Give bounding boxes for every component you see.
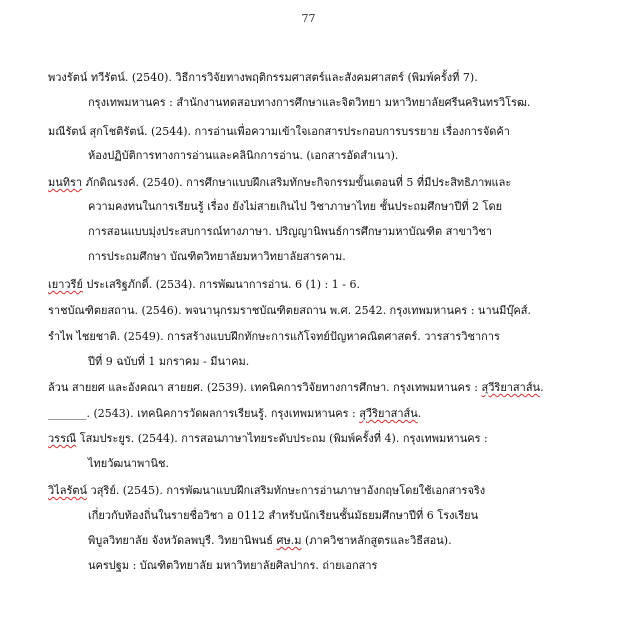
- reference-text: ประเสริฐภักดิ์. (2534). การพัฒนาการอ่าน. 6 (1) : 1 - 6.: [82, 278, 360, 291]
- reference-line: [48, 381, 544, 395]
- reference-text: _______. (2543). เทคนิคการวัดผลการเรียนรู้. กรุงเทพมหานคร :: [48, 407, 360, 420]
- reference-text: ราชบัณฑิตยสถาน. (2546). พจนานุกรมราชบัณฑิตยสถาน พ.ศ. 2542. กรุงเทพมหานคร : นานมีบุ๊คส์.: [48, 304, 531, 317]
- reference-author-flagged: มนทิรา: [48, 176, 83, 189]
- reference-publisher-flagged: สุวีริยาสาส์น: [359, 407, 418, 420]
- reference-text: กรุงเทพมหานคร : สำนักงานทดสอบทางการศึกษาและจิตวิทยา มหาวิทยาลัยศรีนครินทรวิโรฒ.: [88, 96, 531, 109]
- reference-text: ภักดิณรงค์. (2540). การศึกษาแบบฝึกเสริมทักษะกิจกรรมขั้นเตอนที่ 5 ที่มีประสิทธิภาพและ: [82, 176, 512, 189]
- reference-text: ความคงทนในการเรียนรู้ เรื่อง ยังไม่สายเกินไป วิชาภาษาไทย ชั้นประถมศึกษาปีที่ 2 โดย: [88, 200, 503, 213]
- reference-line: [88, 534, 452, 548]
- reference-line: [88, 149, 398, 163]
- reference-text: วสุริย์. (2545). การพัฒนาแบบฝึกเสริมทักษะการอ่านภาษาอังกฤษโดยใช้เอกสารจริง: [87, 484, 486, 497]
- reference-entry: [48, 378, 596, 404]
- reference-line: [88, 250, 346, 264]
- reference-text: ไทยวัฒนาพานิช.: [88, 457, 169, 470]
- reference-text: โสมประยูร. (2544). การสอนภาษาไทยระดับประถม (พิมพ์ครั้งที่ 4). กรุงเทพมหานคร :: [76, 432, 488, 445]
- reference-line: [48, 407, 421, 421]
- reference-text: .: [540, 381, 544, 394]
- reference-line: [48, 304, 531, 318]
- reference-entry: [48, 120, 596, 172]
- reference-line: [88, 96, 530, 110]
- reference-entry: [48, 429, 596, 481]
- reference-publisher-flagged: สุวีริยาสาส์น: [481, 381, 541, 394]
- reference-author-flagged: เยาวรีย์: [48, 278, 83, 291]
- reference-line: [88, 225, 492, 239]
- reference-text: ล้วน สายยศ และอังคณา สายยศ. (2539). เทคนิคการวิจัยทางการศึกษา. กรุงเทพมหานคร :: [48, 381, 482, 394]
- reference-text: ปีที่ 9 ฉบับที่ 1 มกราคม - มีนาคม.: [88, 355, 250, 368]
- reference-entry: [48, 481, 596, 583]
- reference-text: นครปฐม : บัณฑิตวิทยาลัย มหาวิทยาลัยศิลปากร. ถ่ายเอกสาร: [88, 559, 378, 572]
- reference-line: [48, 176, 511, 190]
- page-number: 77: [301, 12, 316, 25]
- reference-entry: [48, 66, 596, 120]
- reference-degree-flagged: ศษ.ม: [276, 534, 302, 547]
- reference-entry: [48, 275, 596, 301]
- reference-line: [48, 278, 360, 292]
- reference-text: รำไพ ไชยชาติ. (2549). การสร้างแบบฝึกทักษะการแก้โจทย์ปัญหาคณิตศาสตร์. วารสารวิชาการ: [48, 330, 500, 343]
- reference-line: [88, 355, 249, 369]
- reference-text: การสอนแบบมุ่งประสบการณ์ทางภาษา. ปริญญานิพนธ์การศึกษามหาบัณฑิต สาขาวิชา: [88, 225, 493, 238]
- reference-line: [48, 432, 488, 446]
- reference-entry: [48, 404, 596, 429]
- reference-line: [48, 71, 478, 85]
- reference-text: ห้องปฏิบัติการทางการอ่านและคลินิกการอ่าน. (เอกสารอัดสำเนา).: [88, 149, 399, 162]
- reference-author-flagged: วรรณี: [48, 432, 77, 445]
- reference-text: มณีรัตน์ สุกโชติรัตน์. (2544). การอ่านเพื่อความเข้าใจเอกสารประกอบการบรรยาย เรื่องการจัดค้า: [48, 125, 510, 138]
- reference-line: [88, 457, 169, 471]
- reference-line: [48, 330, 500, 344]
- reference-line: [48, 484, 485, 498]
- reference-line: [88, 200, 502, 214]
- reference-line: [88, 509, 478, 523]
- reference-text: .: [417, 407, 422, 420]
- reference-text: การประถมศึกษา บัณฑิตวิทยาลัยมหาวิทยาลัยสารคาม.: [88, 250, 346, 263]
- reference-line: [88, 559, 377, 573]
- reference-entry: [48, 327, 596, 378]
- reference-line: [48, 125, 510, 139]
- reference-entry: [48, 172, 596, 275]
- reference-entry: [48, 301, 596, 327]
- reference-author-flagged: วิไลรัตน์: [48, 484, 88, 497]
- reference-text: เกี่ยวกับท้องถิ่นในรายชื่อวิชา อ 0112 สำหรับนักเรียนชั้นมัธยมศึกษาปีที่ 6 โรงเรียน: [88, 509, 479, 522]
- reference-text: พวงรัตน์ ทวีรัตน์. (2540). วิธีการวิจัยทางพฤติกรรมศาสตร์และสังคมศาสตร์ (พิมพ์ครั้งที่ 7).: [48, 71, 478, 84]
- reference-text: พิบูลวิทยาลัย จังหวัดลพบุรี. วิทยานิพนธ์: [88, 534, 277, 547]
- reference-text: (ภาควิชาหลักสูตรและวิธีสอน).: [301, 534, 452, 547]
- reference-list: [48, 66, 596, 583]
